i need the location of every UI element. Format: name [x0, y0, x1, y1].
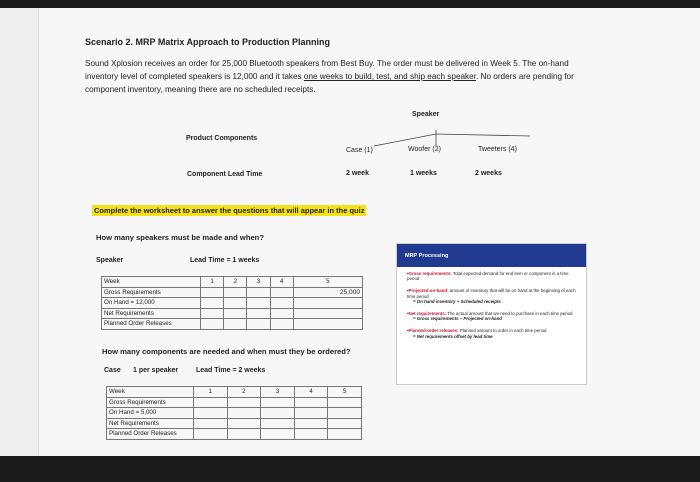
input-cell[interactable] [294, 408, 328, 419]
table-row [107, 408, 362, 419]
case-mrp-table [106, 386, 362, 440]
week-cell: 4 [270, 277, 293, 288]
input-cell[interactable] [247, 319, 270, 330]
week-cell: 2 [224, 277, 247, 288]
week-cell: 3 [261, 387, 295, 398]
gross-title: Gross requirements: [408, 271, 452, 276]
input-cell[interactable] [224, 287, 247, 298]
scenario-paragraph [85, 57, 585, 96]
intro-text-2: . No orders are pending for component inventory, meaning there are no scheduled receipts. [85, 72, 574, 94]
mrp-por-item: •Planned-order releases: Planned amount to order in each time period = Net requirements offset by lead time [407, 328, 578, 338]
table-row [102, 298, 363, 309]
input-cell[interactable] [247, 298, 270, 309]
input-cell[interactable] [261, 418, 295, 429]
mrp-card-body [397, 267, 586, 339]
table-row [102, 308, 363, 319]
input-cell[interactable] [270, 308, 293, 319]
week-cell: 5 [328, 387, 362, 398]
intro-text-1: Sound Xplosion receives an order for 25,000 Bluetooth speakers from Best Buy. The order must be delivered in Week 5. The on-hand inventory level of completed speakers is 12,000 and it takes [85, 59, 569, 81]
input-cell[interactable] [261, 408, 295, 419]
input-cell[interactable] [270, 298, 293, 309]
mrp-card-header: MRP Processing [397, 244, 586, 267]
question-1: How many speakers must be made and when? [96, 233, 264, 242]
component-woofer: Woofer (2) [408, 146, 441, 153]
input-cell[interactable] [227, 397, 261, 408]
input-cell[interactable] [194, 429, 228, 440]
input-cell[interactable] [328, 397, 362, 408]
bottom-bar [0, 456, 700, 482]
instruction-highlight: Complete the worksheet to answer the questions that will appear in the quiz [94, 206, 365, 215]
por-text: Planned amount to order in each time period [459, 328, 547, 334]
week-cell: 4 [294, 387, 328, 398]
por-formula: = Net requirements offset by lead time [413, 333, 493, 339]
mrp-gross-item: •Gross requirements: Total expected demand for end item or component in a time period [407, 271, 569, 282]
input-cell[interactable] [201, 308, 224, 319]
q2-lead-time: Lead Time = 2 weeks [196, 367, 266, 374]
q2-per-speaker: 1 per speaker [133, 367, 179, 374]
input-cell[interactable] [227, 408, 261, 419]
row-label: Planned Order Releases [107, 429, 194, 440]
mrp-net-item: •Net requirements: The actual amount that we need to purchase in each time period = Gross requirements – Projected on-hand [407, 311, 578, 321]
input-cell[interactable] [328, 408, 362, 419]
input-cell[interactable] [247, 308, 270, 319]
table-row [102, 319, 363, 330]
lead-time-woofer: 1 weeks [410, 170, 437, 177]
week-cell: 3 [247, 277, 270, 288]
input-cell[interactable] [224, 319, 247, 330]
page-title: Scenario 2. MRP Matrix Approach to Production Planning [85, 37, 331, 47]
input-cell[interactable] [261, 397, 295, 408]
mrp-onhand-item: •Projected on-hand: amount of inventory that will be on hand at the beginning of each time period = On hand inventory + Scheduled receipts [407, 288, 578, 304]
q1-item-label: Speaker [96, 257, 124, 264]
input-cell[interactable] [224, 298, 247, 309]
input-cell[interactable] [227, 418, 261, 429]
input-cell[interactable] [294, 418, 328, 429]
bom-root: Speaker [412, 111, 440, 118]
row-label: Planned Order Releases [102, 319, 201, 330]
gross-text: Total expected demand for end item or component in a time period [407, 271, 569, 282]
week-cell: 2 [227, 387, 261, 398]
row-label: Week [102, 277, 201, 288]
onhand-formula: = On hand inventory + Scheduled receipts [413, 298, 501, 304]
input-cell[interactable] [328, 429, 362, 440]
row-label: Net Requirements [102, 308, 201, 319]
input-cell[interactable] [328, 418, 362, 429]
row-label: Gross Requirements [107, 397, 194, 408]
onhand-text: amount of inventory that will be on hand at the beginning of each time period [407, 288, 576, 299]
row-label: On Hand = 5,000 [107, 408, 194, 419]
lead-time-case: 2 week [346, 170, 369, 177]
component-tweeters: Tweeters (4) [478, 146, 517, 153]
left-margin-bar [0, 8, 39, 456]
input-cell[interactable] [227, 429, 261, 440]
week-cell: 5 [293, 277, 362, 288]
table-row [102, 287, 363, 298]
table-row [107, 418, 362, 429]
por-title: Planned-order releases: [408, 328, 459, 334]
component-case: Case (1) [346, 147, 373, 154]
component-lead-time-label: Component Lead Time [187, 171, 263, 178]
lead-time-tweeters: 2 weeks [475, 170, 502, 177]
input-cell[interactable] [293, 319, 362, 330]
bom-tree-lines [370, 126, 570, 150]
net-formula: = Gross requirements – Projected on-hand [413, 316, 502, 322]
mrp-processing-card [396, 243, 587, 385]
week-cell: 1 [194, 387, 228, 398]
table-row [107, 387, 362, 398]
speaker-mrp-table [101, 276, 363, 330]
intro-underlined: one weeks to build, test, and ship each speaker [303, 72, 476, 81]
input-cell[interactable] [194, 397, 228, 408]
input-cell[interactable] [261, 429, 295, 440]
row-label: Gross Requirements [102, 287, 201, 298]
q1-lead-time: Lead Time = 1 weeks [190, 257, 260, 264]
input-cell[interactable] [293, 298, 362, 309]
q2-item-label: Case [104, 367, 121, 374]
input-cell[interactable] [194, 418, 228, 429]
week-cell: 1 [201, 277, 224, 288]
input-cell[interactable] [270, 287, 293, 298]
input-cell[interactable] [247, 287, 270, 298]
net-title: Net requirements: [408, 311, 447, 317]
question-2: How many components are needed and when must they be ordered? [102, 347, 351, 356]
input-cell[interactable] [224, 308, 247, 319]
table-row [107, 429, 362, 440]
row-label: Week [107, 387, 194, 398]
input-cell[interactable] [201, 319, 224, 330]
input-cell[interactable] [294, 429, 328, 440]
net-text: The actual amount that we need to purchase in each time period [447, 311, 573, 317]
onhand-title: Projected on-hand: [408, 288, 449, 294]
table-row [107, 397, 362, 408]
row-label: Net Requirements [107, 418, 194, 429]
input-cell[interactable] [201, 287, 224, 298]
input-cell[interactable] [194, 408, 228, 419]
gross-week-5: 25,000 [293, 287, 362, 298]
input-cell[interactable] [270, 319, 293, 330]
input-cell[interactable] [293, 308, 362, 319]
input-cell[interactable] [294, 397, 328, 408]
input-cell[interactable] [201, 298, 224, 309]
product-components-label: Product Components [186, 135, 258, 142]
row-label: On Hand = 12,000 [102, 298, 201, 309]
table-row [102, 277, 363, 288]
